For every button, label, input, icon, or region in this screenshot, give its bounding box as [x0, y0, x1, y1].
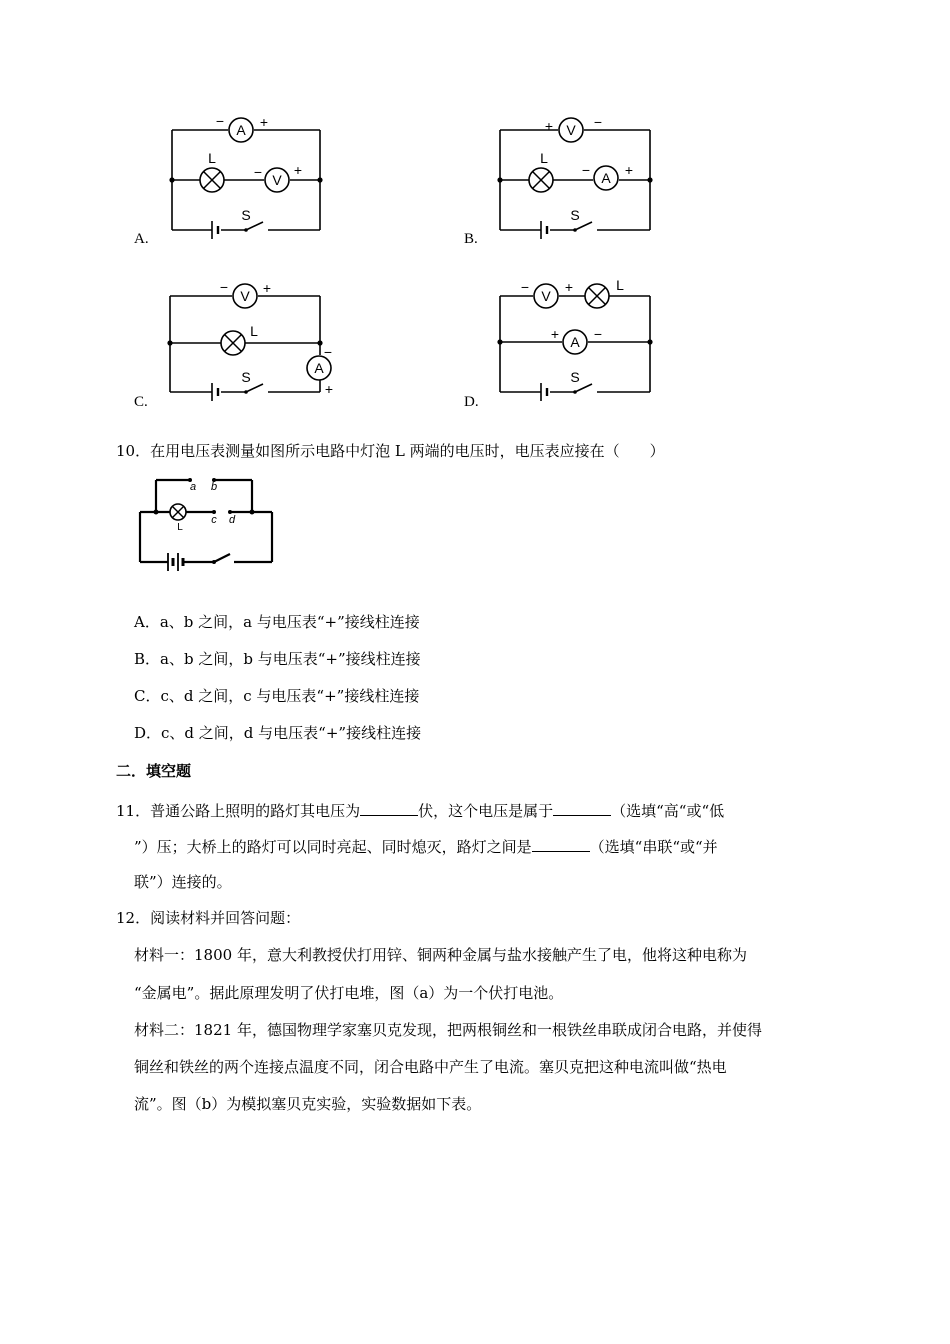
svg-text:−: −	[253, 164, 263, 180]
svg-text:−: −	[593, 326, 603, 342]
q11-text-3: （选填“高“或“低	[611, 802, 725, 820]
option-c-label: C.	[134, 394, 148, 410]
q10-option-a[interactable]: A．a、b 之间，a 与电压表“+”接线柱连接	[134, 613, 420, 631]
svg-text:+: +	[293, 162, 303, 178]
q11-line-1	[116, 799, 724, 821]
svg-text:A: A	[314, 360, 324, 376]
svg-text:−: −	[215, 113, 225, 129]
q12-material-2-line-3: 流”。图（b）为模拟塞贝克实验，实验数据如下表。	[134, 1095, 482, 1113]
section-title: 二．填空题	[116, 762, 192, 780]
q11-blank-connection[interactable]	[532, 835, 590, 852]
svg-text:L: L	[208, 150, 216, 166]
q10-option-d[interactable]: D．c、d 之间，d 与电压表“+”接线柱连接	[134, 724, 422, 742]
svg-text:−: −	[520, 279, 530, 295]
lamp-icon	[170, 504, 186, 520]
svg-text:A: A	[601, 170, 611, 186]
svg-text:S: S	[570, 207, 580, 223]
svg-text:+: +	[564, 279, 574, 295]
svg-text:A: A	[570, 334, 580, 350]
svg-text:V: V	[272, 172, 282, 188]
svg-text:−: −	[581, 162, 591, 178]
option-a-label: A.	[134, 231, 149, 247]
svg-text:+: +	[262, 280, 272, 296]
svg-text:S: S	[241, 207, 251, 223]
q10-stem: 10．在用电压表测量如图所示电路中灯泡 L 两端的电压时，电压表应接在（ ）	[116, 442, 665, 460]
q11-text-4: ”）压；大桥上的路灯可以同时亮起、同时熄灭，路灯之间是	[134, 838, 532, 856]
svg-text:L: L	[177, 522, 183, 533]
svg-text:L: L	[250, 323, 258, 339]
q12-stem: 12．阅读材料并回答问题：	[116, 909, 301, 927]
lamp-icon	[221, 331, 245, 355]
svg-text:a: a	[189, 481, 197, 493]
svg-text:−: −	[219, 279, 229, 295]
svg-text:+: +	[550, 326, 560, 342]
q12-material-2-line-2: 铜丝和铁丝的两个连接点温度不同，闭合电路中产生了电流。塞贝克把这种电流叫做“热电	[134, 1058, 727, 1076]
svg-text:V: V	[566, 122, 576, 138]
svg-text:S: S	[570, 369, 580, 385]
option-d-label: D.	[464, 394, 479, 410]
option-b-label: B.	[464, 231, 478, 247]
q11-text-5: （选填“串联“或“并	[589, 838, 718, 856]
svg-text:−: −	[323, 344, 333, 360]
svg-text:V: V	[541, 288, 551, 304]
q11-blank-voltage[interactable]	[360, 799, 418, 816]
svg-text:c: c	[211, 514, 217, 526]
svg-text:d: d	[228, 514, 236, 526]
lamp-icon	[529, 168, 553, 192]
q10-circuit-diagram	[130, 470, 280, 575]
svg-text:+: +	[624, 162, 634, 178]
q11-text-1: 11．普通公路上照明的路灯其电压为	[116, 802, 361, 820]
q11-blank-high-low[interactable]	[553, 799, 611, 816]
q9-circuit-diagrams	[0, 0, 950, 420]
svg-text:+: +	[324, 381, 334, 397]
q12-material-1-line-1: 材料一：1800 年，意大利教授伏打用锌、铜两种金属与盐水接触产生了电，他将这种电称为	[134, 946, 747, 964]
lamp-icon	[200, 168, 224, 192]
svg-text:S: S	[241, 369, 251, 385]
svg-text:b: b	[210, 481, 218, 493]
q11-text-2: 伏，这个电压是属于	[418, 802, 554, 820]
lamp-icon	[585, 284, 609, 308]
svg-text:A: A	[236, 122, 246, 138]
svg-text:+: +	[259, 114, 269, 130]
svg-text:−: −	[593, 114, 603, 130]
svg-text:+: +	[544, 118, 554, 134]
svg-text:L: L	[616, 277, 624, 293]
q12-material-1-line-2: “金属电”。据此原理发明了伏打电堆，图（a）为一个伏打电池。	[134, 984, 564, 1002]
svg-text:L: L	[540, 150, 548, 166]
q12-material-2-line-1: 材料二：1821 年，德国物理学家塞贝克发现，把两根铜丝和一根铁丝串联成闭合电路，并使得	[134, 1021, 762, 1039]
q10-option-c[interactable]: C．c、d 之间，c 与电压表“+”接线柱连接	[134, 687, 420, 705]
q11-line-3: 联”）连接的。	[134, 873, 232, 891]
circuit-option-c	[170, 296, 320, 401]
svg-text:V: V	[240, 288, 250, 304]
q11-line-2	[134, 835, 718, 857]
q10-option-b[interactable]: B．a、b 之间，b 与电压表“+”接线柱连接	[134, 650, 421, 668]
